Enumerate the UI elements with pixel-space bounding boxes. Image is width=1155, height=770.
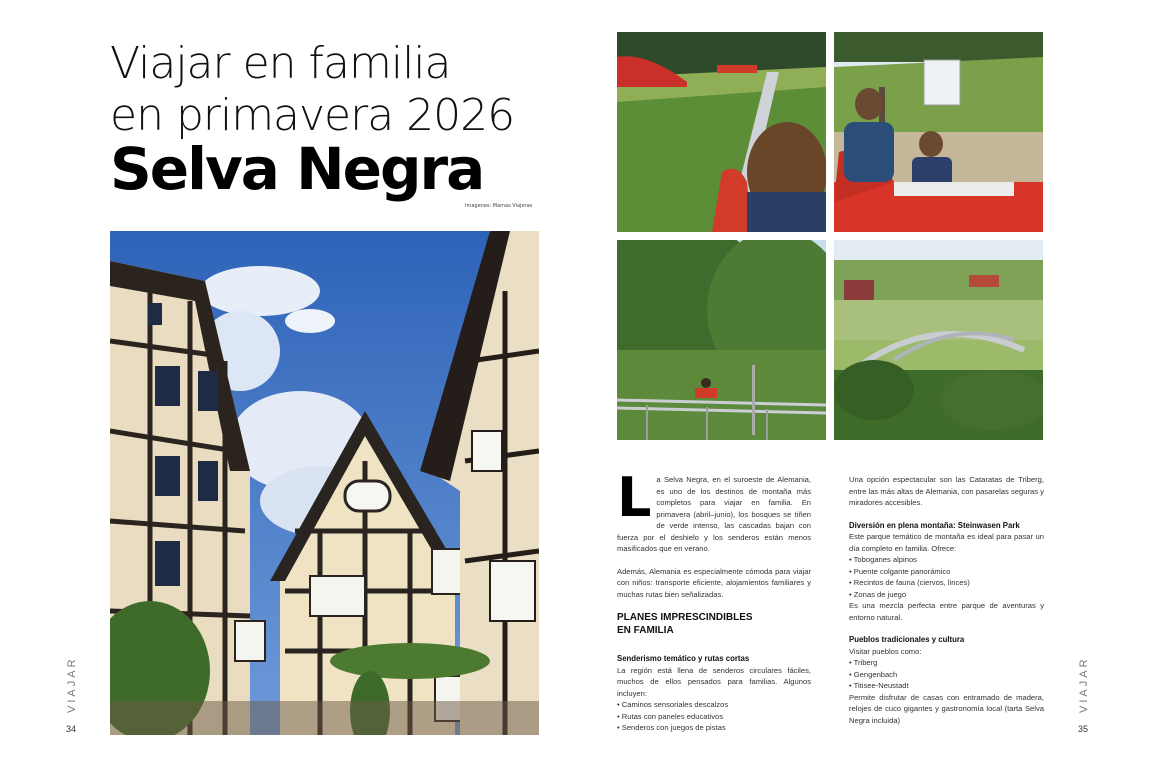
drop-cap: L xyxy=(617,466,652,529)
intro-paragraph: a Selva Negra, en el suroeste de Alemania, es uno de los destinos de montaña más completos para viajar en familia. En primavera (abril–junio), los bosques se tiñen de verde intenso, las cascadas bajan con fuerza por el deshielo y los senderos están menos masificados que en verano. xyxy=(617,475,811,553)
triberg-paragraph: Una opción espectacular son las Cataratas de Triberg, entre las más altas de Alemania, con pasarelas seguras y miradores accesibles. xyxy=(849,475,1044,507)
section-title xyxy=(617,611,811,637)
title-line-1: Viajar en familia xyxy=(110,38,451,89)
section-title-line-1: PLANES IMPRESCINDIBLES xyxy=(617,612,753,623)
side-label-left: VIAJAR xyxy=(66,656,78,713)
text-column-2 xyxy=(849,474,1044,726)
list-item: • Recintos de fauna (ciervos, linces) xyxy=(849,578,970,587)
paragraph-2: Además, Alemania es especialmente cómoda para viajar con niños: transporte eficiente, alojamientos familiares y muchas rutas bien señalizadas. xyxy=(617,566,811,599)
page-number-right: 35 xyxy=(1078,724,1089,734)
list-item: • Caminos sensoriales descalzos xyxy=(617,700,729,709)
hiking-text: La región está llena de senderos circulares fáciles, muchos de ellos pensados para familias. Algunos incluyen: xyxy=(617,665,811,698)
list-item: • Toboganes alpinos xyxy=(849,555,917,564)
photo-alpine-coaster-child xyxy=(617,32,826,232)
list-item: • Gengenbach xyxy=(849,669,898,679)
hiking-list xyxy=(617,699,811,734)
photo-half-timbered-houses xyxy=(110,231,539,735)
page-number-left: 34 xyxy=(66,724,77,734)
villages-text: Visitar pueblos como: xyxy=(849,646,922,656)
steinwasen-after: Es una mezcla perfecta entre parque de aventuras y entorno natural. xyxy=(849,601,1044,622)
list-item: • Zonas de juego xyxy=(849,589,907,599)
photo-coaster-track-forest xyxy=(617,240,826,440)
list-item: • Rutas con paneles educativos xyxy=(617,711,724,721)
subheading-steinwasen: Diversión en plena montaña: Steinwasen Park xyxy=(849,520,1020,530)
steinwasen-text: Este parque temático de montaña es ideal para pasar un día completo en familia. Ofrece: xyxy=(849,532,1044,553)
villages-list xyxy=(849,657,1044,692)
steinwasen-list xyxy=(849,554,1044,600)
title-main: Selva Negra xyxy=(110,135,484,203)
text-column-1 xyxy=(617,466,811,734)
list-item: • Triberg xyxy=(849,658,878,667)
side-label-right: VIAJAR xyxy=(1078,656,1090,713)
title-line-2: en primavera 2026 xyxy=(110,90,515,141)
villages-after: Permite disfrutar de casas con entramado de madera, relojes de cuco gigantes y gastronomía local (tarta Selva Negra incluida) xyxy=(849,692,1044,725)
photo-father-son-sled xyxy=(834,32,1043,232)
list-item: • Senderos con juegos de pistas xyxy=(617,723,726,732)
list-item: • Puente colgante panorámico xyxy=(849,566,951,576)
section-title-line-2: EN FAMILIA xyxy=(617,625,674,636)
list-item: • Titisee-Neustadt xyxy=(849,681,909,690)
subheading-villages: Pueblos tradicionales y cultura xyxy=(849,635,965,644)
subheading-hiking: Senderismo temático y rutas cortas xyxy=(617,654,750,663)
photo-credit: Imagenes: Mamas Viajeras xyxy=(465,203,533,209)
photo-park-aerial-view xyxy=(834,240,1043,440)
